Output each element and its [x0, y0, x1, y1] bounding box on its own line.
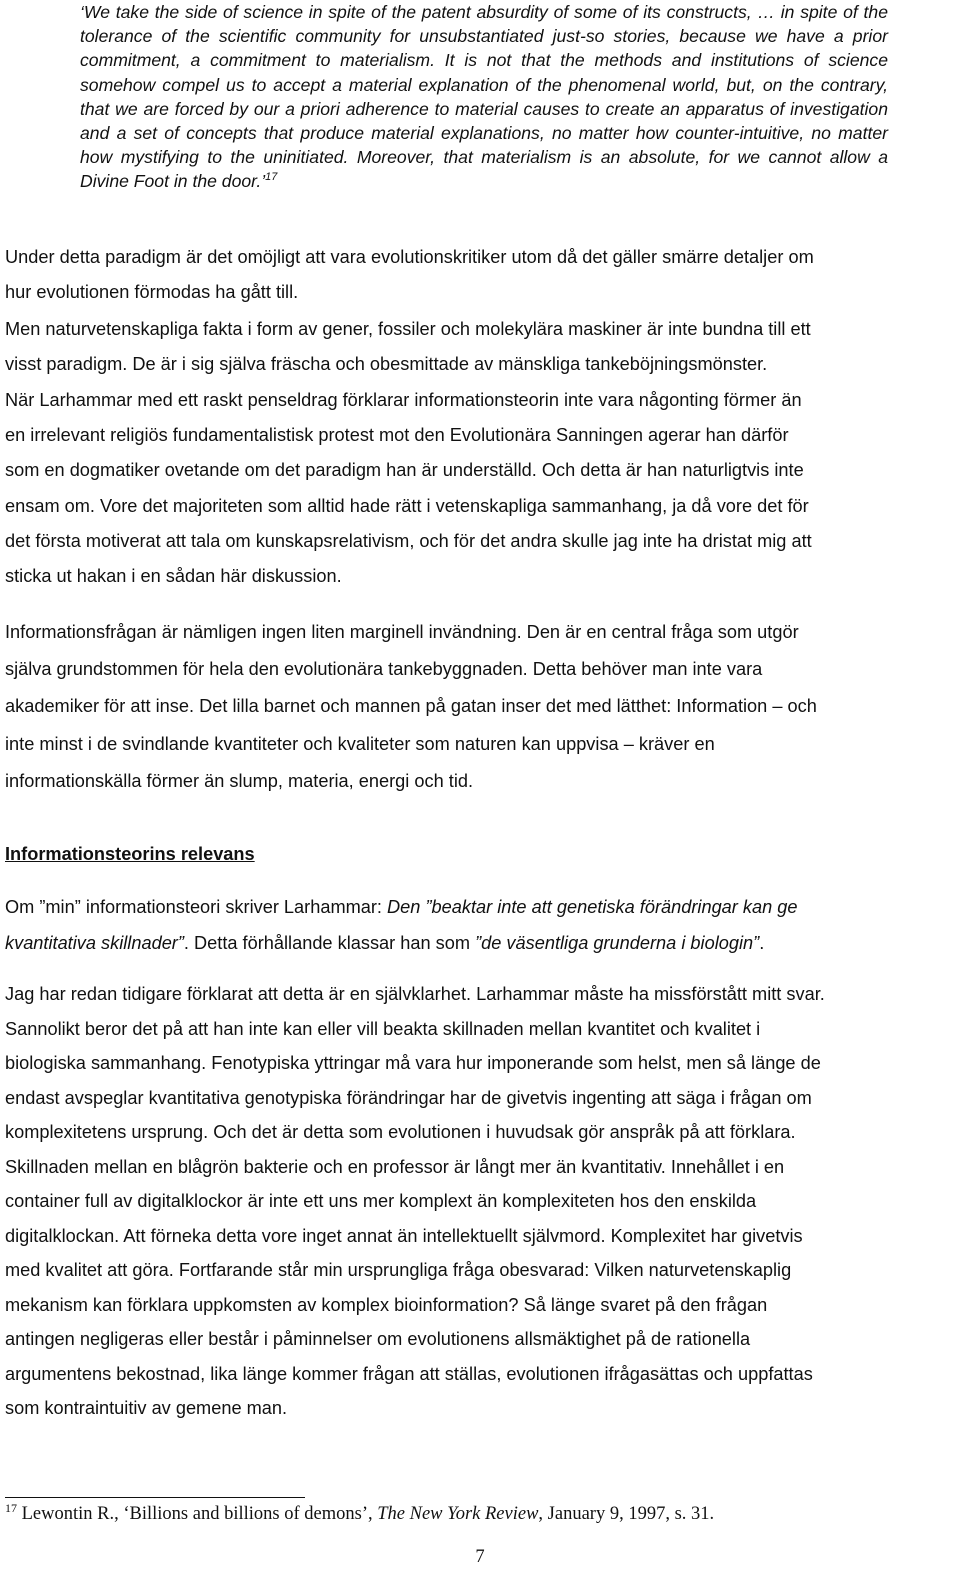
- paragraph-facts: [5, 312, 945, 382]
- text-line: Men naturvetenskapliga fakta i form av gener, fossiler och molekylära maskiner är inte bundna till ett: [5, 319, 811, 339]
- text-line: Under detta paradigm är det omöjligt att vara evolutionskritiker utom då det gäller smärre detaljer om: [5, 247, 814, 267]
- text-plain: . Detta förhållande klassar han som: [183, 932, 476, 953]
- text-line: biologiska sammanhang. Fenotypiska yttringar må vara hur imponerande som helst, men så länge de: [5, 1053, 821, 1073]
- text-line: antingen negligeras eller består i påminnelser om evolutionens allsmäktighet på de rationella: [5, 1329, 751, 1349]
- text-line: informationskälla förmer än slump, materia, energi och tid.: [5, 770, 474, 791]
- text-line: det första motiverat att tala om kunskapsrelativism, och för det andra skulle jag inte ha dristat mig att: [5, 530, 812, 551]
- text-line: hur evolutionen förmodas ha gått till.: [5, 282, 299, 303]
- text-line: digitalklockan. Att förneka detta vore inget annat än intellektuellt självmord. Komplexitet har givetvis: [5, 1225, 803, 1246]
- text-italic: Den ”beaktar inte att genetiska förändringar kan ge: [387, 897, 798, 917]
- page-number: 7: [475, 1547, 485, 1567]
- paragraph-larhammar: [5, 383, 945, 594]
- text-line: [5, 926, 945, 962]
- footnote-number: 17: [5, 1500, 17, 1515]
- text-line: argumentens bekostnad, lika länge kommer frågan att ställas, evolutionen ifrågasättas och uppfattas: [5, 1363, 813, 1384]
- text-plain: Om ”min” informationsteori skriver Larhammar:: [5, 897, 388, 917]
- paragraph-paradigm: [5, 240, 945, 310]
- footnote-title: ‘Billions and billions of demons’,: [123, 1504, 378, 1524]
- text-line: mekanism kan förklara uppkomsten av komplex bioinformation? Så länge svaret på den frågan: [5, 1294, 768, 1315]
- quote-text: ‘We take the side of science in spite of the patent absurdity of some of its constructs, … in spite of the tolerance of the scientific community for unsubstantiated just-so stories, because we have a prior commitment, a commitment to materialism. It is not that the methods and institutions of science somehow compel us to accept a material explanation of the phenomenal world, but, on the contrary, that we are forced by our a priori adherence to material causes to create an apparatus of investigation and a set of concepts that produce material explanations, no matter how counter-intuitive, no matter how mystifying to the uninitiated. Moreover, that materialism is an absolute, for we cannot allow a Divine Foot in the door.’: [80, 2, 888, 192]
- footnote-journal: The New York Review: [377, 1504, 539, 1524]
- text-line: När Larhammar med ett raskt penseldrag förklarar informationsteorin inte vara någonting förmer än: [5, 390, 802, 410]
- text-line: själva grundstommen för hela den evolutionära tankebyggnaden. Detta behöver man inte vara: [5, 659, 763, 680]
- text-line: med kvalitet att göra. Fortfarande står min ursprungliga fråga obesvarad: Vilken naturvetenskaplig: [5, 1260, 792, 1280]
- text-line: endast avspeglar kvantitativa genotypiska förändringar har de givetvis ingenting att säga i frågan om: [5, 1087, 812, 1108]
- text-italic: kvantitativa skillnader”: [5, 932, 184, 953]
- text-line: [5, 890, 945, 926]
- text-line: Skillnaden mellan en blågrön bakterie och en professor är långt mer än kvantitativ. Innehållet i en: [5, 1156, 785, 1177]
- footnote-divider: [5, 1497, 305, 1498]
- text-italic: ”de väsentliga grunderna i biologin”: [475, 932, 760, 953]
- text-line: en irrelevant religiös fundamentalistisk protest mot den Evolutionära Sanningen agerar han därför: [5, 425, 789, 446]
- text-line: Informationsfrågan är nämligen ingen liten marginell invändning. Den är en central fråga som utgör: [5, 622, 799, 642]
- text-line: visst paradigm. De är i sig själva fräscha och obesmittade av mänskliga tankeböjningsmönster.: [5, 354, 768, 375]
- text-line: sticka ut hakan i en sådan här diskussion.: [5, 566, 342, 587]
- block-quote: [80, 0, 888, 194]
- text-plain: .: [759, 932, 765, 953]
- paragraph-citation: [5, 890, 945, 961]
- text-line: container full av digitalklockor är inte ett uns mer komplext än komplexiteten hos den enskilda: [5, 1191, 757, 1211]
- text-line: akademiker för att inse. Det lilla barnet och mannen på gatan inser det med lätthet: Information – och: [5, 696, 817, 717]
- footnote-details: , January 9, 1997, s. 31.: [538, 1504, 715, 1524]
- text-line: komplexitetens ursprung. Och det är detta som evolutionen i huvudsak gör anspråk på att förklara.: [5, 1122, 796, 1142]
- text-line: Jag har redan tidigare förklarat att detta är en självklarhet. Larhammar måste ha missförstått mitt svar.: [5, 984, 825, 1004]
- footnote-reference: 17: [265, 171, 278, 184]
- paragraph-information: [5, 614, 945, 800]
- paragraph-quantity-quality: [5, 977, 945, 1426]
- text-line: inte minst i de svindlande kvantiteter och kvaliteter som naturen kan uppvisa – kräver en: [5, 733, 715, 754]
- text-line: Sannolikt beror det på att han inte kan eller vill beakta skillnaden mellan kvantitet och kvalitet i: [5, 1018, 761, 1039]
- footnote-author: Lewontin R.,: [21, 1504, 124, 1524]
- text-line: som kontraintuitiv av gemene man.: [5, 1398, 288, 1418]
- section-heading: Informationsteorins relevans: [5, 844, 255, 864]
- footnote: [5, 1500, 714, 1528]
- text-line: ensam om. Vore det majoriteten som alltid hade rätt i vetenskapliga sammanhang, ja då vore det för: [5, 495, 809, 516]
- text-line: som en dogmatiker ovetande om det paradigm han är underställd. Och detta är han naturligtvis inte: [5, 460, 804, 481]
